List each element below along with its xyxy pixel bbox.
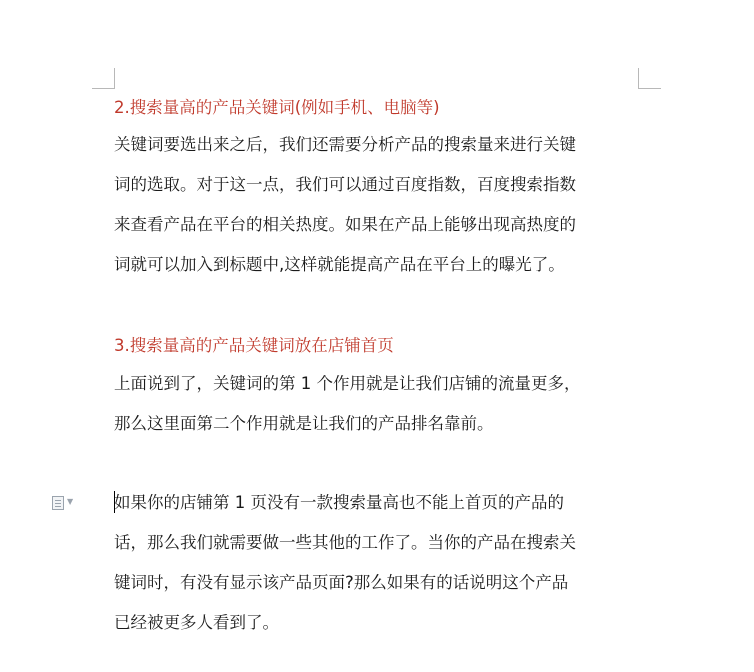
document-icon[interactable]	[52, 496, 64, 510]
paragraph-line: 词就可以加入到标题中,这样就能提高产品在平台上的曝光了。	[114, 255, 565, 274]
section-2-heading: 2.搜索量高的产品关键词(例如手机、电脑等)	[114, 98, 440, 117]
paragraph-line: 已经被更多人看到了。	[114, 613, 279, 632]
caret-down-icon[interactable]: ▼	[67, 497, 74, 506]
section-2-paragraph[interactable]	[114, 125, 654, 285]
paragraph-line: 话，那么我们就需要做一些其他的工作了。当你的产品在搜索关	[114, 533, 576, 552]
paragraph-line: 上面说到了，关键词的第 1 个作用就是让我们店铺的流量更多，	[114, 374, 581, 393]
section-3-heading: 3.搜索量高的产品关键词放在店铺首页	[114, 336, 394, 355]
section-4-paragraph[interactable]	[114, 483, 654, 643]
margin-corner-top-left	[92, 68, 115, 89]
paragraph-line: 来查看产品在平台的相关热度。如果在产品上能够出现高热度的	[114, 215, 576, 234]
paragraph-line: 如果你的店铺第 1 页没有一款搜索量高也不能上首页的产品的	[114, 493, 564, 512]
paragraph-line: 键词时，有没有显示该产品页面?那么如果有的话说明这个产品	[114, 573, 569, 592]
paragraph-line: 词的选取。对于这一点，我们可以通过百度指数，百度搜索指数	[114, 175, 576, 194]
section-3-paragraph[interactable]	[114, 364, 654, 444]
margin-corner-top-right	[638, 68, 661, 89]
paragraph-line: 关键词要选出来之后，我们还需要分析产品的搜索量来进行关键	[114, 135, 576, 154]
paragraph-line: 那么这里面第二个作用就是让我们的产品排名靠前。	[114, 414, 494, 433]
